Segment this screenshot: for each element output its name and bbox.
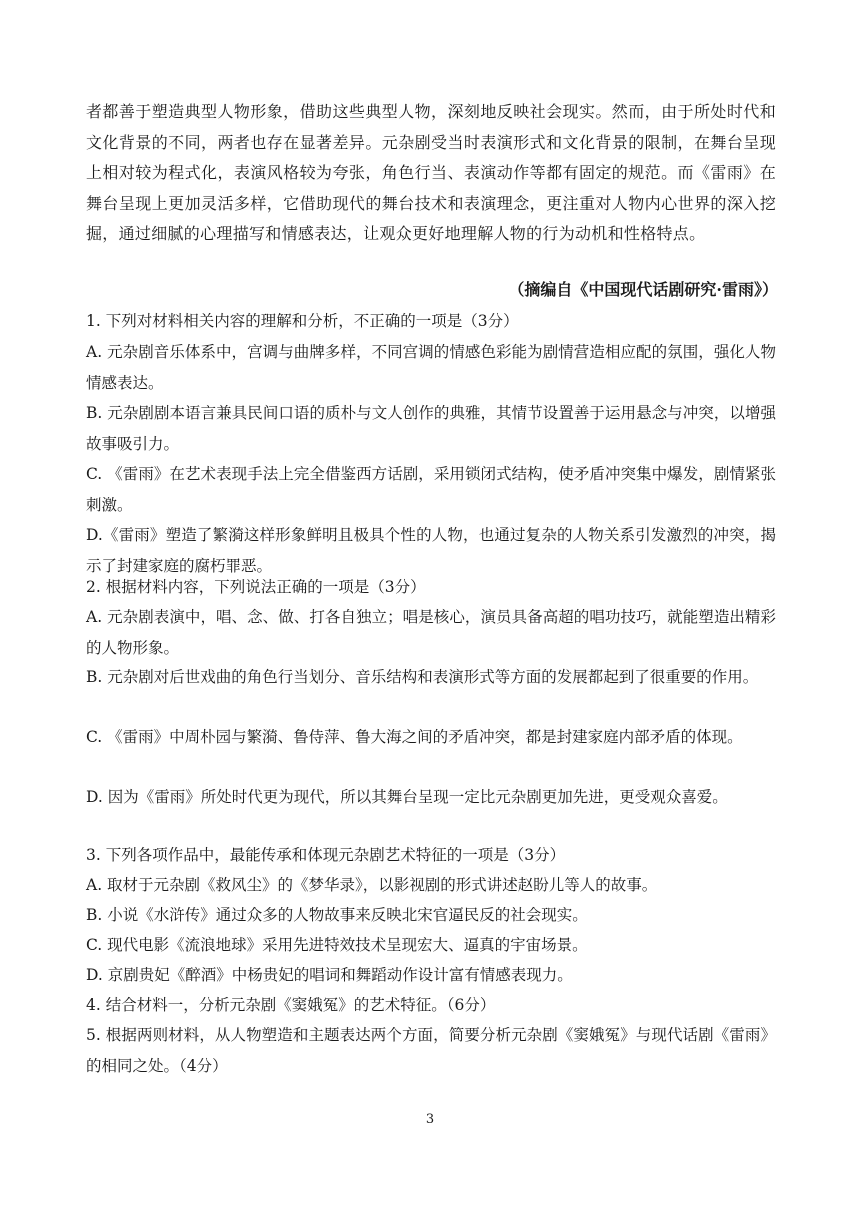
question-5: 5. 根据两则材料，从人物塑造和主题表达两个方面，简要分析元杂剧《窦娥冤》与现代话剧《雷雨》的相同之处。（4分） bbox=[86, 1026, 776, 1075]
question-3-option-c: C. 现代电影《流浪地球》采用先进特效技术呈现宏大、逼真的宇宙场景。 bbox=[86, 936, 588, 954]
passage-paragraph: 者都善于塑造典型人物形象，借助这些典型人物，深刻地反映社会现实。然而，由于所处时代和文化背景的不同，两者也存在显著差异。元杂剧受当时表演形式和文化背景的限制，在舞台呈现上相对较为程式化，表演风格较为夸张，角色行当、表演动作等都有固定的规范。而《雷雨》在舞台呈现上更加灵活多样，它借助现代的舞台技术和表演理念，更注重对人物内心世界的深入挖掘，通过细腻的心理描写和情感表达，让观众更好地理解人物的行为动机和性格特点。 bbox=[86, 102, 776, 243]
question-2-option-b: B. 元杂剧对后世戏曲的角色行当划分、音乐结构和表演形式等方面的发展都起到了很重要的作用。 bbox=[86, 668, 759, 686]
page-number: 3 bbox=[425, 1112, 435, 1127]
question-2-stem: 2. 根据材料内容，下列说法正确的一项是（3分） bbox=[86, 578, 426, 596]
question-1-option-b: B. 元杂剧剧本语言兼具民间口语的质朴与文人创作的典雅，其情节设置善于运用悬念与冲突，以增强故事吸引力。 bbox=[86, 404, 776, 453]
question-3-stem: 3. 下列各项作品中，最能传承和体现元杂剧艺术特征的一项是（3分） bbox=[86, 846, 566, 864]
passage-source: （摘编自《中国现代话剧研究·雷雨》） bbox=[508, 280, 778, 299]
question-2-option-d: D. 因为《雷雨》所处时代更为现代，所以其舞台呈现一定比元杂剧更加先进，更受观众喜爱。 bbox=[86, 788, 728, 806]
question-3-option-a: A. 取材于元杂剧《救风尘》的《梦华录》，以影视剧的形式讲述赵盼儿等人的故事。 bbox=[86, 876, 658, 894]
question-1-stem: 1. 下列对材料相关内容的理解和分析，不正确的一项是（3分） bbox=[86, 312, 519, 330]
question-1-option-c: C. 《雷雨》在艺术表现手法上完全借鉴西方话剧，采用锁闭式结构，使矛盾冲突集中爆发，剧情紧张刺激。 bbox=[86, 465, 776, 514]
question-4: 4. 结合材料一，分析元杂剧《窦娥冤》的艺术特征。（6分） bbox=[86, 996, 496, 1014]
question-2-option-c: C. 《雷雨》中周朴园与繁漪、鲁侍萍、鲁大海之间的矛盾冲突，都是封建家庭内部矛盾的体现。 bbox=[86, 728, 743, 746]
question-3-option-b: B. 小说《水浒传》通过众多的人物故事来反映北宋官逼民反的社会现实。 bbox=[86, 906, 588, 924]
question-1-option-a: A. 元杂剧音乐体系中，宫调与曲牌多样，不同宫调的情感色彩能为剧情营造相应配的氛围，强化人物情感表达。 bbox=[86, 343, 776, 392]
question-3-option-d: D. 京剧贵妃《醉酒》中杨贵妃的唱词和舞蹈动作设计富有情感表现力。 bbox=[86, 966, 573, 984]
question-2-option-a: A. 元杂剧表演中，唱、念、做、打各自独立；唱是核心，演员具备高超的唱功技巧，就能塑造出精彩的人物形象。 bbox=[86, 608, 776, 657]
question-1-option-d: D.《雷雨》塑造了繁漪这样形象鲜明且极具个性的人物，也通过复杂的人物关系引发激烈的冲突，揭示了封建家庭的腐朽罪恶。 bbox=[86, 526, 776, 575]
